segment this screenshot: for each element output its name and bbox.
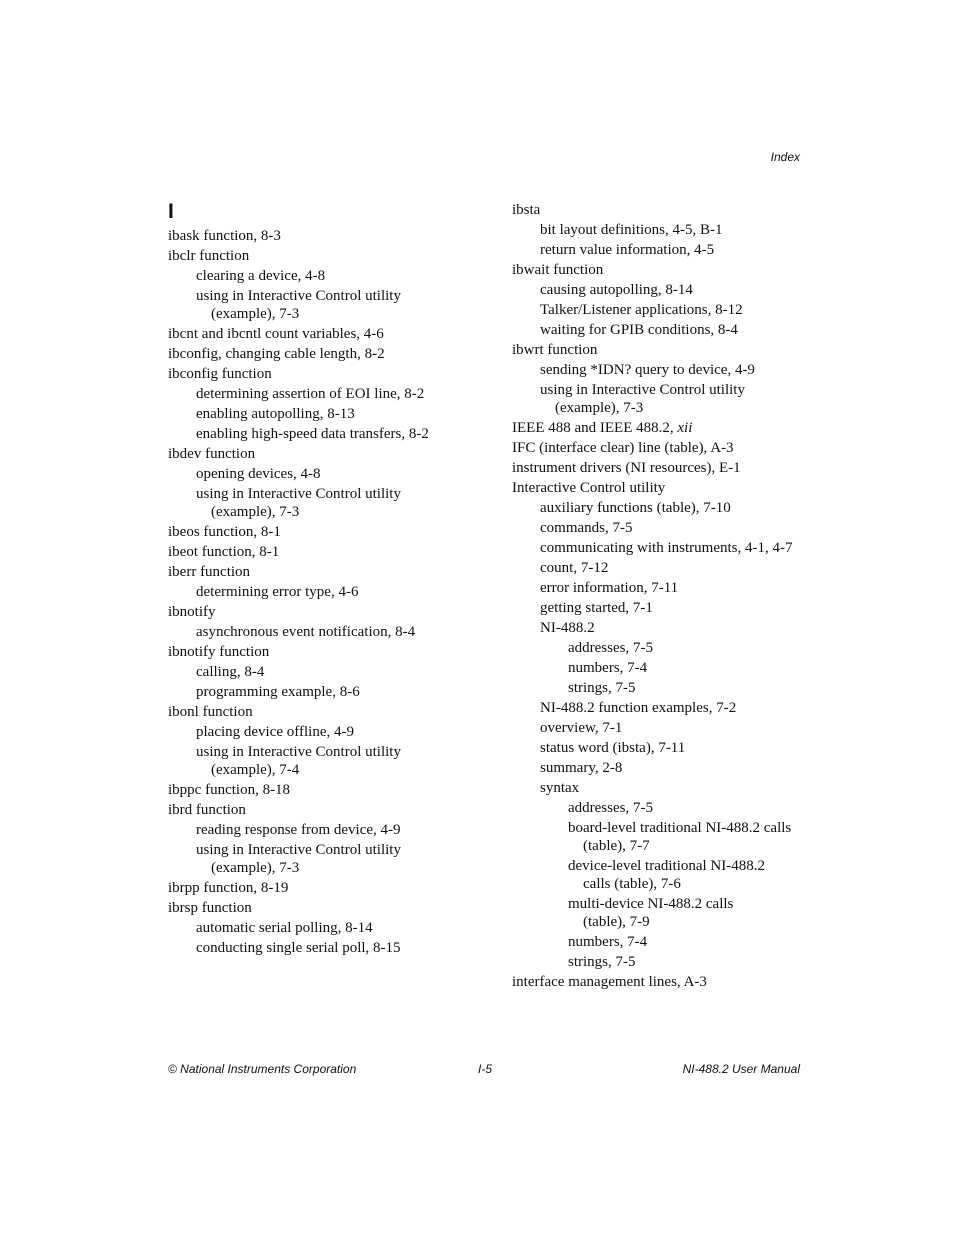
index-subentry — [512, 856, 832, 876]
entry-text: getting started, 7-1 — [540, 600, 653, 616]
index-entry-continuation — [512, 836, 832, 856]
entry-text: using in Interactive Control utility — [196, 486, 401, 502]
footer-page-number: I-5 — [478, 1062, 493, 1076]
entry-text: reading response from device, 4-9 — [196, 822, 401, 838]
index-subentry — [168, 484, 488, 504]
index-subentry — [168, 840, 488, 860]
index-entry — [168, 702, 488, 722]
entry-text: syntax — [540, 780, 580, 796]
index-entry — [512, 458, 832, 478]
index-entry — [168, 226, 488, 246]
entry-text: ibeos function, 8-1 — [168, 524, 281, 540]
entry-text: ibcnt and ibcntl count variables, 4-6 — [168, 326, 384, 342]
entry-text: (example), 7-3 — [211, 306, 300, 322]
entry-text: causing autopolling, 8-14 — [540, 282, 693, 298]
footer-manual-title: NI-488.2 User Manual — [682, 1062, 800, 1076]
index-entry — [168, 324, 488, 344]
index-subentry — [512, 538, 832, 558]
entry-text: commands, 7-5 — [540, 520, 633, 536]
index-entry — [512, 478, 832, 498]
index-subentry — [168, 722, 488, 742]
entry-text: ibrsp function — [168, 900, 252, 916]
index-subentry — [512, 380, 832, 400]
entry-text: enabling high-speed data transfers, 8-2 — [196, 426, 429, 442]
entry-text: interface management lines, A-3 — [512, 974, 707, 990]
index-entry — [168, 522, 488, 542]
index-subentry — [512, 818, 832, 838]
entry-text: (table), 7-9 — [583, 914, 650, 930]
index-subentry — [512, 498, 832, 518]
index-subentry — [512, 558, 832, 578]
index-entry — [512, 340, 832, 360]
index-entry — [512, 200, 832, 220]
index-subentry — [168, 464, 488, 484]
index-subentry — [168, 682, 488, 702]
index-entry — [512, 972, 832, 992]
index-subentry — [512, 638, 832, 658]
index-subentry — [512, 598, 832, 618]
index-entry-continuation — [168, 304, 488, 324]
index-subentry — [512, 360, 832, 380]
index-subentry — [168, 938, 488, 958]
footer-copyright: © National Instruments Corporation — [168, 1062, 357, 1076]
index-subentry — [168, 286, 488, 306]
entry-text: conducting single serial poll, 8-15 — [196, 940, 401, 956]
entry-text: ibclr function — [168, 248, 250, 264]
entry-text: ibconfig function — [168, 366, 272, 382]
entry-text: clearing a device, 4-8 — [196, 268, 326, 284]
index-subentry — [512, 758, 832, 778]
entry-text: placing device offline, 4-9 — [196, 724, 354, 740]
index-entry-continuation — [168, 858, 488, 878]
index-entry — [168, 878, 488, 898]
index-subentry — [512, 578, 832, 598]
index-subentry — [168, 742, 488, 762]
entry-text: using in Interactive Control utility — [540, 382, 745, 398]
entry-text: addresses, 7-5 — [568, 640, 653, 656]
index-subentry — [512, 718, 832, 738]
index-column-left — [168, 198, 488, 958]
index-entry — [512, 438, 832, 458]
entry-text: ibppc function, 8-18 — [168, 782, 291, 798]
index-subentry — [168, 662, 488, 682]
entry-text: IFC (interface clear) line (table), A-3 — [512, 440, 734, 456]
entry-text: Talker/Listener applications, 8-12 — [540, 302, 743, 318]
entry-text: calls (table), 7-6 — [583, 876, 681, 892]
index-subentry — [512, 220, 832, 240]
entry-text: NI-488.2 — [540, 620, 595, 636]
index-entry — [168, 780, 488, 800]
entry-text: numbers, 7-4 — [568, 660, 648, 676]
entry-text: auxiliary functions (table), 7-10 — [540, 500, 731, 516]
entry-text: waiting for GPIB conditions, 8-4 — [540, 322, 738, 338]
index-entry-continuation — [512, 912, 832, 932]
index-subentry — [168, 404, 488, 424]
entry-text: NI-488.2 function examples, 7-2 — [540, 700, 737, 716]
entry-text: using in Interactive Control utility — [196, 744, 401, 760]
index-subentry — [512, 320, 832, 340]
entry-list-left — [168, 226, 488, 958]
index-entry — [168, 800, 488, 820]
index-entry — [168, 364, 488, 384]
index-entry — [168, 898, 488, 918]
entry-text: numbers, 7-4 — [568, 934, 648, 950]
entry-text: device-level traditional NI-488.2 — [568, 858, 766, 874]
index-subentry — [168, 582, 488, 602]
index-subentry — [512, 658, 832, 678]
entry-text: (table), 7-7 — [583, 838, 650, 854]
index-entry — [168, 344, 488, 364]
index-subentry — [512, 618, 832, 638]
index-subentry — [512, 778, 832, 798]
entry-text: count, 7-12 — [540, 560, 609, 576]
entry-text: sending *IDN? query to device, 4-9 — [540, 362, 755, 378]
entry-text: strings, 7-5 — [568, 680, 636, 696]
index-subentry — [512, 678, 832, 698]
section-letter: I — [168, 200, 174, 223]
index-entry — [512, 260, 832, 280]
index-subentry — [512, 280, 832, 300]
entry-text: determining assertion of EOI line, 8-2 — [196, 386, 425, 402]
entry-text: (example), 7-4 — [211, 762, 300, 778]
entry-text: automatic serial polling, 8-14 — [196, 920, 373, 936]
index-subentry — [512, 894, 832, 914]
index-entry-continuation — [168, 502, 488, 522]
index-subentry — [512, 518, 832, 538]
entry-text: ibwait function — [512, 262, 604, 278]
entry-text: IEEE 488 and IEEE 488.2, — [512, 420, 678, 436]
entry-text: asynchronous event notification, 8-4 — [196, 624, 416, 640]
entry-text: (example), 7-3 — [555, 400, 644, 416]
index-subentry — [512, 300, 832, 320]
index-subentry — [512, 738, 832, 758]
index-entry-continuation — [512, 398, 832, 418]
running-head: Index — [770, 150, 800, 164]
entry-text: using in Interactive Control utility — [196, 288, 401, 304]
entry-text: opening devices, 4-8 — [196, 466, 321, 482]
entry-text: iberr function — [168, 564, 251, 580]
entry-text: addresses, 7-5 — [568, 800, 653, 816]
index-entry-continuation — [512, 874, 832, 894]
entry-text: board-level traditional NI-488.2 calls — [568, 820, 792, 836]
entry-text: ibask function, 8-3 — [168, 228, 281, 244]
entry-text: determining error type, 4-6 — [196, 584, 359, 600]
index-subentry — [168, 424, 488, 444]
page-footer — [168, 1062, 800, 1078]
entry-text: summary, 2-8 — [540, 760, 623, 776]
index-subentry — [512, 952, 832, 972]
entry-text: status word (ibsta), 7-11 — [540, 740, 686, 756]
entry-text: enabling autopolling, 8-13 — [196, 406, 355, 422]
entry-text: programming example, 8-6 — [196, 684, 360, 700]
entry-text: instrument drivers (NI resources), E-1 — [512, 460, 741, 476]
index-entry-continuation — [168, 760, 488, 780]
entry-text: (example), 7-3 — [211, 860, 300, 876]
index-entry — [168, 642, 488, 662]
entry-text: bit layout definitions, 4-5, B-1 — [540, 222, 723, 238]
index-subentry — [512, 698, 832, 718]
entry-text: ibnotify — [168, 604, 216, 620]
index-entry — [168, 246, 488, 266]
entry-text: using in Interactive Control utility — [196, 842, 401, 858]
entry-text: strings, 7-5 — [568, 954, 636, 970]
entry-text: error information, 7-11 — [540, 580, 679, 596]
entry-text: ibrd function — [168, 802, 246, 818]
entry-text: ibrpp function, 8-19 — [168, 880, 289, 896]
entry-text: return value information, 4-5 — [540, 242, 715, 258]
index-subentry — [168, 266, 488, 286]
index-subentry — [168, 384, 488, 404]
entry-text: ibsta — [512, 202, 541, 218]
entry-text: multi-device NI-488.2 calls — [568, 896, 734, 912]
entry-text: (example), 7-3 — [211, 504, 300, 520]
index-subentry — [512, 932, 832, 952]
index-entry — [168, 444, 488, 464]
entry-text: ibeot function, 8-1 — [168, 544, 280, 560]
entry-text: calling, 8-4 — [196, 664, 265, 680]
entry-text: ibnotify function — [168, 644, 270, 660]
entry-text: ibwrt function — [512, 342, 598, 358]
index-entry — [168, 602, 488, 622]
index-entry — [168, 542, 488, 562]
index-subentry — [512, 240, 832, 260]
entry-text: ibonl function — [168, 704, 253, 720]
entry-list-right — [512, 200, 832, 992]
entry-text: ibconfig, changing cable length, 8-2 — [168, 346, 385, 362]
index-subentry — [168, 820, 488, 840]
entry-text: overview, 7-1 — [540, 720, 623, 736]
entry-text: communicating with instruments, 4-1, 4-7 — [540, 540, 793, 556]
index-entry — [512, 418, 832, 438]
index-subentry — [168, 622, 488, 642]
index-subentry — [512, 798, 832, 818]
index-entry — [168, 562, 488, 582]
index-subentry — [168, 918, 488, 938]
index-column-right — [512, 200, 832, 992]
entry-text: ibdev function — [168, 446, 256, 462]
entry-italic-suffix: xii — [677, 420, 693, 436]
entry-text: Interactive Control utility — [512, 480, 666, 496]
